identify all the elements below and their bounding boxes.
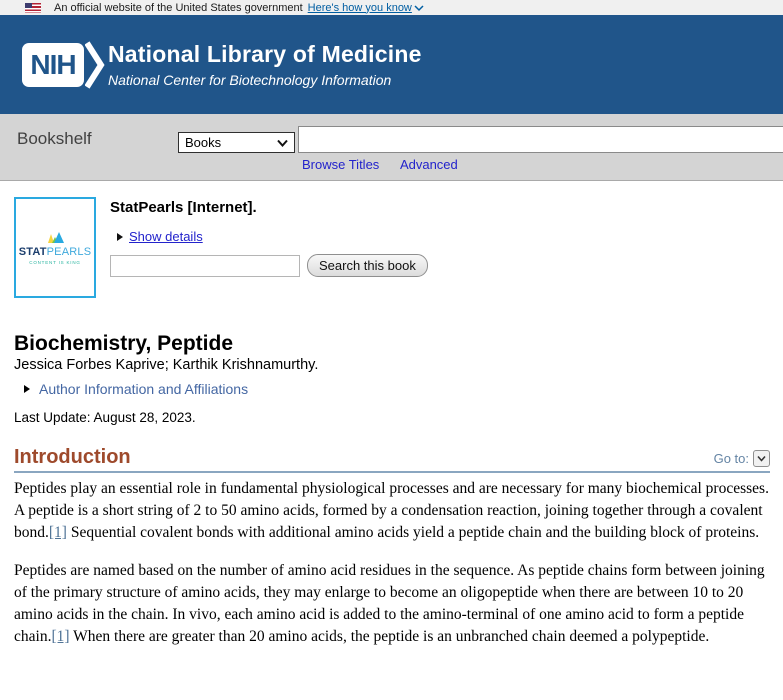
section-title: Introduction	[14, 446, 131, 468]
article-title: Biochemistry, Peptide	[14, 332, 234, 356]
introduction-section-header	[14, 446, 770, 473]
nlm-header	[0, 15, 783, 114]
statpearls-book-cover[interactable]	[14, 197, 96, 298]
database-select[interactable]	[178, 132, 295, 153]
select-chevron-icon	[277, 139, 288, 147]
search-this-book-button[interactable]: Search this book	[307, 254, 428, 277]
nih-logo-chevron-icon	[85, 41, 107, 89]
chevron-down-icon[interactable]	[414, 4, 424, 12]
show-details-link[interactable]: Show details	[129, 229, 203, 244]
statpearls-crown-icon	[45, 231, 65, 244]
page-content	[0, 182, 783, 700]
book-title: StatPearls [Internet].	[110, 199, 257, 216]
nih-logo-text: NIH	[22, 43, 84, 87]
article-paragraphs	[14, 478, 771, 664]
nlm-title: National Library of Medicine	[108, 41, 422, 67]
us-flag-icon	[25, 3, 41, 13]
book-search-input[interactable]	[110, 255, 300, 277]
bookshelf-search-bar	[0, 114, 783, 181]
ncbi-subtitle: National Center for Biotechnology Information	[108, 72, 392, 88]
paragraph: Peptides are named based on the number of amino acid residues in the sequence. As peptide chains form between joining of the primary structure of amino acids, they may enlarge to become an oligopeptide when there are between 10 to 20 amino acids in the chain. In vivo, each amino acid is added to the amino-terminal of one amino acid to form a peptide chain.[1] When there are greater than 20 amino acids, the peptide is an unbranched chain deemed a polypeptide.	[14, 562, 765, 645]
gov-banner	[0, 0, 783, 15]
nih-logo[interactable]	[22, 41, 107, 89]
author-information-link[interactable]: Author Information and Affiliations	[39, 381, 249, 397]
reference-link[interactable]: [1]	[48, 524, 67, 541]
browse-titles-link[interactable]: Browse Titles	[302, 157, 380, 172]
article-authors: Jessica Forbes Kaprive; Karthik Krishnamurthy.	[14, 357, 319, 373]
reference-link[interactable]: [1]	[51, 628, 70, 645]
gov-banner-text: An official website of the United States government	[54, 1, 303, 14]
chevron-down-icon	[757, 455, 766, 462]
last-update: Last Update: August 28, 2023.	[14, 410, 196, 425]
statpearls-tagline: CONTENT IS KING	[29, 259, 81, 265]
bookshelf-label: Bookshelf	[17, 129, 92, 148]
database-select-value: Books	[185, 135, 222, 150]
paragraph: Peptides play an essential role in fundamental physiological processes and are necessary for many biochemical processes. A peptide is a short string of 2 to 50 amino acids, formed by a condensation reaction, joining together through a covalent bond.[1] Sequential covalent bonds with additional amino acids yield a peptide chain and the building block of proteins.	[14, 480, 769, 541]
how-you-know-link[interactable]: Here's how you know	[307, 1, 412, 14]
disclosure-triangle-icon[interactable]	[117, 233, 123, 241]
disclosure-triangle-icon[interactable]	[24, 385, 30, 393]
advanced-search-link[interactable]: Advanced	[399, 157, 458, 172]
goto-label: Go to:	[713, 451, 749, 466]
goto-dropdown-button[interactable]	[753, 450, 770, 467]
statpearls-brand: STATPEARLS	[18, 245, 92, 258]
search-input[interactable]	[298, 126, 783, 153]
